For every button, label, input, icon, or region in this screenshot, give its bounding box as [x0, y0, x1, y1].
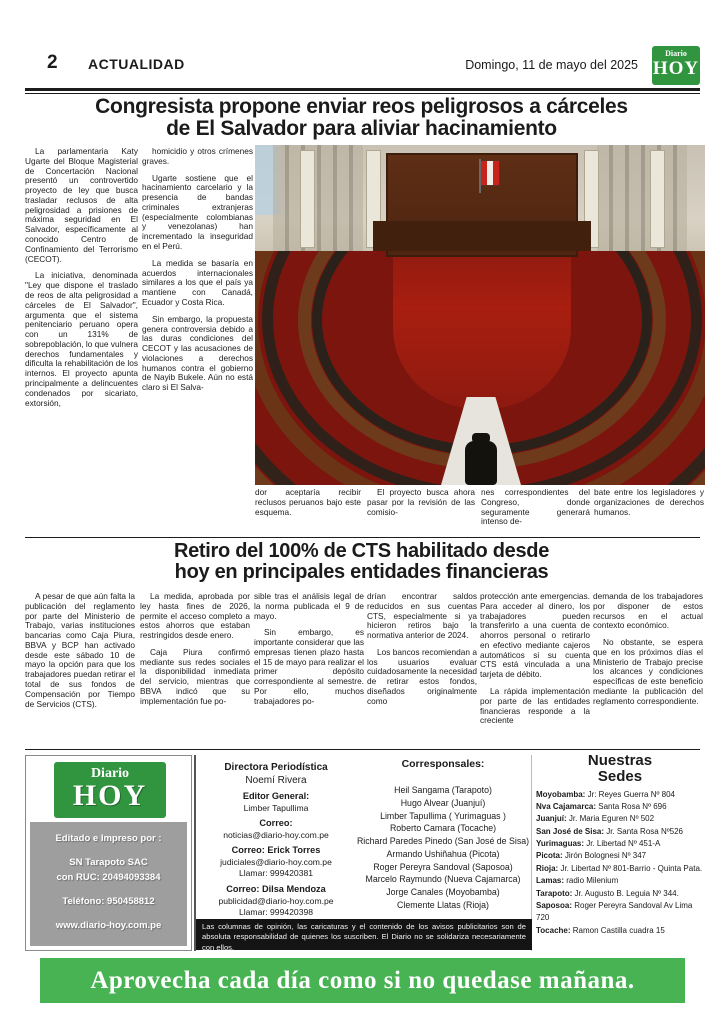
edited-by-label: Editado e Impreso por :: [55, 833, 162, 844]
paragraph: La rápida implementación por parte de las entidades financieras responde a la creciente: [480, 686, 590, 726]
staff-phone: Llamar: 999420381: [238, 868, 314, 879]
article1-headline-line1: Congresista propone enviar reos peligrosos a cárceles: [95, 95, 628, 118]
office-city: Moyobamba:: [536, 789, 586, 799]
publisher-company: SN Tarapoto SAC: [69, 857, 148, 869]
correspondent: Armando Ushiñahua (Picota): [386, 848, 500, 859]
correspondent: Roger Pereyra Sandoval (Saposoa): [373, 861, 513, 872]
staff-role: Directora Periodística: [224, 762, 328, 773]
office-city: Lamas:: [536, 876, 565, 886]
office-address: Jr. Augusto B. Leguia Nº 344.: [572, 888, 679, 898]
article2-column-2: [140, 592, 250, 744]
office-city: Rioja:: [536, 863, 559, 873]
publisher-ruc: con RUC: 20494093384: [56, 871, 161, 883]
staff-label: Correo: Dilsa Mendoza: [226, 883, 326, 894]
office-address: Jr: Reyes Guerra Nº 804: [585, 789, 675, 799]
disclaimer-bar: Las columnas de opinión, las caricaturas y el contenido de los avisos publicitarios son de absoluta responsabilidad de quienes los suscriben. El Diario no se solidariza necesariamente con ellos.: [196, 919, 532, 950]
office-item: [536, 801, 704, 813]
office-address: Jr. Santa Rosa Nº526: [604, 826, 683, 836]
masthead-logo-hoy: HOY: [652, 58, 700, 79]
footer-divider-rule: [25, 749, 700, 750]
staff-label: Correo:: [259, 818, 293, 829]
staff-name: Noemí Rivera: [245, 775, 307, 786]
office-city: Juanjuí:: [536, 814, 567, 824]
office-item: [536, 813, 704, 825]
paragraph: dor aceptaría recibir reclusos peruanos bajo este esquema.: [255, 488, 361, 517]
article2-headline-line1: Retiro del 100% de CTS habilitado desde: [173, 540, 550, 562]
article2-headline: [60, 541, 663, 584]
edition-date: Domingo, 11 de mayo del 2025: [465, 58, 638, 72]
article1-column-5: [481, 488, 590, 536]
office-item: [536, 925, 704, 937]
office-city: Nva Cajamarca:: [536, 801, 597, 811]
article1-column-2: [142, 147, 253, 535]
office-item: [536, 888, 704, 900]
congress-hemicycle-photo: [255, 145, 705, 485]
article2-column-3: [254, 592, 364, 744]
paragraph: Los bancos recomiendan a los usuarios evaluar cuidadosamente la necesidad de retirar estos fondos, diseñados originalmente como: [367, 646, 477, 706]
paragraph: sible tras el análisis legal de la norma publicada el 9 de mayo.: [254, 592, 364, 621]
office-item: [536, 838, 704, 850]
paragraph: Sin embargo, es importante considerar que las empresas tienen plazo hasta el 15 de mayo para realizar el primer depósito correspondiente al semestre. Por ello, muchos trabajadores po-: [254, 627, 364, 706]
office-address: Santa Rosa Nº 696: [596, 801, 667, 811]
article1-column-4: [367, 488, 475, 536]
header-rule-thick: [25, 88, 700, 91]
article1-column-1: [25, 147, 138, 535]
correspondent: Richard Paredes Pinedo (San José de Sisa): [356, 836, 530, 847]
paragraph: homicidio y otros crímenes graves.: [142, 147, 253, 166]
red-carpet: [393, 241, 571, 409]
article2-column-6: [593, 592, 703, 744]
masthead-logo: [652, 46, 700, 85]
balcony-right: [597, 145, 687, 251]
publisher-logo-hoy: HOY: [72, 779, 148, 812]
article1-column-6: [594, 488, 704, 536]
article1-headline: [60, 96, 663, 141]
article2-column-4: [367, 592, 477, 744]
correspondent: Clemente Llatas (Rioja): [397, 899, 489, 910]
rostrum-desk: [373, 221, 591, 251]
offices-title: [536, 753, 704, 785]
office-address: Jr. Libertad Nº 451-A: [584, 839, 661, 849]
paragraph: La medida, aprobada por ley hasta fines de 2026, permite el acceso completo a estos ahorros que estaban restringidos desde enero.: [140, 592, 250, 641]
publisher-info-panel: [30, 822, 187, 946]
correspondent: Jorge Canales (Moyobamba): [386, 887, 500, 898]
correspondents-box: [356, 757, 530, 915]
publisher-box: [25, 755, 192, 951]
motto-banner: Aprovecha cada día como si no quedase mañana.: [40, 958, 685, 1003]
office-city: Tocache:: [536, 925, 571, 935]
paragraph: Caja Piura confirmó mediante sus redes sociales la disponibilidad inmediata del servicio, mientras que BBVA indicó que su implementación fue po-: [140, 646, 250, 706]
correspondent: Hugo Alvear (Juanjuí): [400, 797, 486, 808]
office-address: Jr. Libertad Nº 801-Barrio - Quinta Pata.: [558, 863, 703, 873]
office-item: [536, 863, 704, 875]
publisher-logo: [54, 762, 166, 818]
office-item: [536, 875, 704, 887]
publisher-website: www.diario-hoy.com.pe: [55, 920, 162, 931]
office-address: Ramon Castilla cuadra 15: [570, 925, 665, 935]
offices-title-line2: Sedes: [597, 767, 643, 785]
correspondents-title: Corresponsales:: [401, 758, 485, 770]
masthead-logo-diario: Diario: [665, 49, 687, 58]
correspondent: Heil Sangama (Tarapoto): [394, 785, 492, 796]
paragraph: demanda de los trabajadores por disponer de estos recursos en el actual contexto económico.: [593, 592, 703, 631]
office-city: Picota:: [536, 851, 563, 861]
section-title: ACTUALIDAD: [88, 56, 185, 72]
staff-name: Limber Tapullima: [243, 802, 309, 813]
office-item: [536, 826, 704, 838]
paragraph: bate entre los legisladores y organizaciones de derechos humanos.: [594, 488, 704, 517]
staff-email: publicidad@diario-hoy.com.pe: [218, 895, 334, 906]
correspondent: Limber Tapullima ( Yurimaguas ): [380, 810, 506, 821]
paragraph: nes correspondientes del Congreso, donde seguramente generará intenso de-: [481, 488, 590, 527]
staff-credits: [200, 757, 352, 915]
paragraph: Sin embargo, la propuesta genera controversia debido a las duras condiciones del CECOT y las acusaciones de violaciones a derechos humanos contra el gobierno de Nayib Bukele. Aún no está claro si El Salva-: [142, 313, 253, 393]
office-city: Tarapoto:: [536, 888, 573, 898]
article1-column-3: [255, 488, 361, 536]
paragraph: La iniciativa, denominada "Ley que dispone el traslado de reos de alta peligrosidad a cárceles de El Salvador", argumenta que el sistema penitenciario peruano opera con un 131% de sobrepoblación, lo que vulnera derechos fundamentales y dificulta la rehabilitación de los internos. El proyecto apunta principalmente a delincuentes condenados por sicariato, extorsión,: [25, 270, 138, 408]
office-address: radio Milenium: [564, 876, 619, 886]
article-divider-rule: [25, 537, 700, 538]
office-address: Jirón Bolognesi Nº 347: [562, 851, 647, 861]
paragraph: drían encontrar saldos reducidos en sus cuentas CTS, especialmente si ya hicieron retiros bajo la normativa anterior de 2024.: [367, 592, 477, 641]
article1-headline-line2: de El Salvador para aliviar hacinamiento: [166, 117, 557, 141]
correspondent: Marcelo Raymundo (Nueva Cajamarca): [365, 874, 521, 885]
article2-column-5: [480, 592, 590, 744]
staff-email: noticias@diario-hoy.com.pe: [223, 830, 329, 841]
offices-box: [536, 753, 704, 949]
staff-role: Editor General:: [242, 791, 310, 801]
office-item: [536, 789, 704, 801]
column: [651, 151, 664, 247]
paragraph: Ugarte sostiene que el hacinamiento carcelario y la presencia de bandas criminales extranjeras (especialmente colombianas y venezolanas) han incrementado la inseguridad en el Perú.: [142, 172, 253, 252]
paragraph: El proyecto busca ahora pasar por la revisión de las comisio-: [367, 488, 475, 517]
offices-title-line1: Nuestras: [587, 752, 653, 769]
office-city: Yurimaguas:: [536, 839, 585, 849]
header-rule-thin: [25, 93, 700, 94]
page-number: 2: [47, 52, 58, 73]
paragraph: No obstante, se espera que en los próximos días el Ministerio de Trabajo precise los alcances y condiciones específicas de este beneficio mediante la publicación del reglamento correspondiente.: [593, 637, 703, 706]
publisher-phone: Teléfono: 950458812: [62, 895, 155, 907]
publisher-logo-diario: Diario: [90, 766, 130, 781]
paragraph: A pesar de que aún falta la publicación del reglamento por parte del Ministerio de Trabajo, varias instituciones bancarias como Caja Piura, BBVA y BCP han activado desde este sábado 10 de mayo la opción para que los trabajadores puedan retirar el total de sus fondos de Compensación por Tiempo de Servicios (CTS).: [25, 592, 135, 709]
peru-flag: [481, 161, 499, 185]
article2-column-1: [25, 592, 135, 744]
staff-email: judiciales@diario-hoy.com.pe: [220, 857, 332, 868]
office-address: Jr. Maria Eguren Nº 502: [566, 814, 655, 824]
paragraph: La parlamentaria Katy Ugarte del Bloque Magisterial de Concertación Nacional presentó un controvertido proyecto de ley que busca trasladar reclusos de alta peligrosidad a prisiones de máxima seguridad en El Salvador, específicamente al conocido Centro de Confinamiento del Terrorismo (CECOT).: [25, 147, 138, 264]
office-city: Saposoa:: [536, 901, 573, 911]
office-city: San José de Sisa:: [536, 826, 605, 836]
correspondent: Roberto Camara (Tocache): [389, 823, 497, 834]
article2-headline-line2: hoy en principales entidades financieras: [174, 561, 549, 584]
staff-label: Correo: Erick Torres: [231, 845, 321, 856]
column: [301, 151, 314, 247]
staff-phone: Llamar: 999420398: [238, 906, 314, 917]
balcony-left: [273, 145, 363, 251]
tv-camera: [465, 441, 497, 485]
office-item: [536, 850, 704, 862]
paragraph: protección ante emergencias. Para acceder al dinero, los trabajadores pueden transferirlo a una cuenta de ahorros personal o retirarlo en efectivo mediante cajeros automáticos si su cuenta CTS está vinculada a una tarjeta de débito.: [480, 592, 590, 680]
paragraph: La medida se basaría en acuerdos internacionales similares a los que el país ya mantiene con Canadá, Ecuador y Costa Rica.: [142, 257, 253, 307]
office-item: [536, 900, 704, 925]
office-address: Roger Pereyra Sandoval Av Lima 720: [536, 901, 693, 923]
